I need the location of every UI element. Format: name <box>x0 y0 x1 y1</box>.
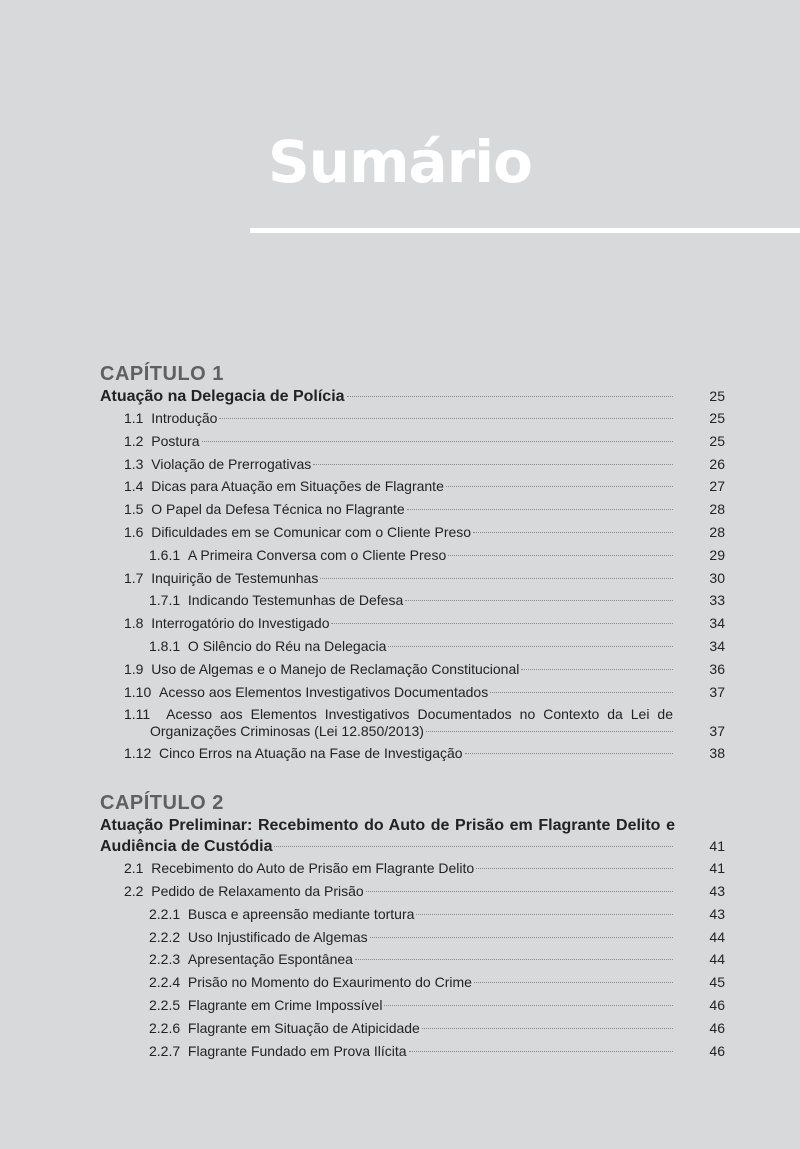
page-number: 30 <box>709 569 725 586</box>
leader-dots <box>274 846 673 847</box>
section-number: 1.8.1 <box>149 637 181 654</box>
toc-entry[interactable] <box>100 475 725 498</box>
toc-entry[interactable] <box>100 742 725 765</box>
page-number: 27 <box>709 478 725 495</box>
toc-entry[interactable] <box>100 880 725 903</box>
toc-subentry[interactable] <box>100 635 725 658</box>
toc-subentry[interactable] <box>100 971 725 994</box>
section-number: 2.1 <box>124 860 144 877</box>
leader-dots <box>219 418 673 419</box>
toc-entry[interactable] <box>100 521 725 544</box>
chapter-2 <box>100 791 725 1062</box>
section-title: Uso Injustificado de Algemas <box>187 928 368 945</box>
section-title-continuation: Organizações Criminosas (Lei 12.850/2013) <box>150 723 424 740</box>
section-title: Dificuldades em se Comunicar com o Cliente Preso <box>151 523 472 540</box>
leader-dots <box>521 669 673 670</box>
section-title: O Silêncio do Réu na Delegacia <box>187 637 387 654</box>
page-number: 29 <box>709 546 725 563</box>
page-number: 28 <box>709 501 725 518</box>
leader-dots <box>416 914 673 915</box>
chapter-title: Atuação Preliminar: Recebimento do Auto de Prisão em Flagrante Delito e <box>100 817 675 835</box>
section-number: 1.6.1 <box>149 546 181 563</box>
section-number: 2.2.5 <box>149 996 181 1013</box>
page-number: 43 <box>709 882 725 899</box>
section-number: 2.2.2 <box>149 928 181 945</box>
section-title: Violação de Prerrogativas <box>151 455 312 472</box>
leader-dots <box>422 1028 673 1029</box>
toc-subentry[interactable] <box>100 1040 725 1063</box>
section-number: 1.10 <box>124 683 152 700</box>
section-number: 2.2.7 <box>149 1042 181 1059</box>
section-title: Recebimento do Auto de Prisão em Flagrante Delito <box>151 860 475 877</box>
leader-dots <box>448 555 673 556</box>
section-title: Acesso aos Elementos Investigativos Documentados no Contexto da Lei de <box>166 706 673 723</box>
chapter-1 <box>100 362 725 765</box>
section-title: Acesso aos Elementos Investigativos Documentados <box>159 683 489 700</box>
toc-entry[interactable] <box>100 612 725 635</box>
page-number: 43 <box>709 905 725 922</box>
page-number: 36 <box>709 660 725 677</box>
page-number: 25 <box>709 388 725 404</box>
toc-entry[interactable] <box>100 407 725 430</box>
section-title: Cinco Erros na Atuação na Fase de Investigação <box>159 745 463 762</box>
page-number: 44 <box>709 928 725 945</box>
toc-entry[interactable] <box>100 658 725 681</box>
section-number: 1.11 <box>124 706 151 723</box>
section-title: Busca e apreensão mediante tortura <box>187 905 415 922</box>
section-title: Postura <box>151 432 200 449</box>
chapter-title: Atuação na Delegacia de Polícia <box>100 388 345 405</box>
leader-dots <box>388 646 673 647</box>
section-title: Inquirição de Testemunhas <box>151 569 319 586</box>
section-number: 1.4 <box>124 478 144 495</box>
section-title: Prisão no Momento do Exaurimento do Crime <box>187 974 472 991</box>
section-number: 2.2.4 <box>149 974 181 991</box>
section-number: 2.2.1 <box>149 905 181 922</box>
chapter-title-continuation: Audiência de Custódia <box>100 838 273 856</box>
toc-subentry[interactable] <box>100 1017 725 1040</box>
chapter-title-row[interactable] <box>100 815 725 857</box>
toc-entry[interactable] <box>100 681 725 704</box>
section-number: 1.5 <box>124 501 144 518</box>
section-title: Indicando Testemunhas de Defesa <box>187 592 404 609</box>
section-number: 1.9 <box>124 660 144 677</box>
page-number: 44 <box>709 951 725 968</box>
toc-entry[interactable] <box>100 567 725 590</box>
page-number: 45 <box>709 974 725 991</box>
toc-subentry[interactable] <box>100 903 725 926</box>
leader-dots <box>313 464 673 465</box>
toc-subentry[interactable] <box>100 926 725 949</box>
section-number: 2.2 <box>124 882 144 899</box>
leader-dots <box>405 600 673 601</box>
toc-entry[interactable] <box>100 498 725 521</box>
leader-dots <box>366 891 673 892</box>
toc-entry[interactable] <box>100 453 725 476</box>
section-number: 1.2 <box>124 432 144 449</box>
page-number: 28 <box>709 523 725 540</box>
toc-subentry[interactable] <box>100 994 725 1017</box>
toc-subentry[interactable] <box>100 948 725 971</box>
section-number: 1.7.1 <box>149 592 181 609</box>
leader-dots <box>407 509 673 510</box>
section-title: Flagrante em Crime Impossível <box>187 996 383 1013</box>
section-number: 2.2.6 <box>149 1019 181 1036</box>
section-title: Dicas para Atuação em Situações de Flagrante <box>151 478 444 495</box>
page-number: 38 <box>709 745 725 762</box>
leader-dots <box>490 692 673 693</box>
page-number: 37 <box>709 723 725 740</box>
section-title: A Primeira Conversa com o Cliente Preso <box>187 546 447 563</box>
page-number: 46 <box>709 1042 725 1059</box>
page-number: 41 <box>709 838 725 855</box>
leader-dots <box>384 1005 673 1006</box>
section-title: Flagrante Fundado em Prova Ilícita <box>187 1042 407 1059</box>
section-title: Uso de Algemas e o Manejo de Reclamação Constitucional <box>151 660 520 677</box>
page-number: 25 <box>709 432 725 449</box>
leader-dots <box>474 982 673 983</box>
page-number: 41 <box>709 860 725 877</box>
chapter-label: CAPÍTULO 2 <box>100 792 224 815</box>
leader-dots <box>476 868 673 869</box>
section-title: Pedido de Relaxamento da Prisão <box>151 882 364 899</box>
chapter-label: CAPÍTULO 1 <box>100 363 224 385</box>
leader-dots <box>446 486 673 487</box>
section-number: 1.12 <box>124 745 152 762</box>
toc-entry[interactable] <box>100 430 725 453</box>
section-number: 1.7 <box>124 569 144 586</box>
page-number: 34 <box>709 637 725 654</box>
page-number: 33 <box>709 592 725 609</box>
section-title: Introdução <box>151 410 218 426</box>
page-title: Sumário <box>268 128 532 196</box>
leader-dots <box>370 937 673 938</box>
leader-dots <box>465 753 673 754</box>
toc-entry[interactable] <box>100 857 725 880</box>
leader-dots <box>426 731 673 732</box>
chapter-title-row[interactable] <box>100 386 725 407</box>
section-title: Interrogatório do Investigado <box>151 615 330 632</box>
page-number: 37 <box>709 683 725 700</box>
section-number: 1.3 <box>124 455 144 472</box>
section-title: Apresentação Espontânea <box>187 951 353 968</box>
leader-dots <box>347 396 673 397</box>
title-underline <box>250 228 800 233</box>
leader-dots <box>202 441 674 442</box>
section-title: Flagrante em Situação de Atipicidade <box>187 1019 420 1036</box>
section-number: 1.6 <box>124 523 144 540</box>
section-number: 1.1 <box>124 410 144 426</box>
section-title: O Papel da Defesa Técnica no Flagrante <box>151 501 405 518</box>
section-number: 1.8 <box>124 615 144 632</box>
toc-subentry[interactable] <box>100 544 725 567</box>
page-number: 46 <box>709 1019 725 1036</box>
leader-dots <box>473 532 673 533</box>
section-number: 2.2.3 <box>149 951 181 968</box>
page-number: 25 <box>709 410 725 426</box>
toc-entry-wrapped[interactable] <box>100 706 725 740</box>
leader-dots <box>409 1051 673 1052</box>
page-number: 46 <box>709 996 725 1013</box>
toc-subentry[interactable] <box>100 589 725 612</box>
leader-dots <box>331 623 673 624</box>
table-of-contents <box>100 362 725 1076</box>
leader-dots <box>355 959 673 960</box>
page-number: 26 <box>709 455 725 472</box>
leader-dots <box>320 578 673 579</box>
page-number: 34 <box>709 615 725 632</box>
